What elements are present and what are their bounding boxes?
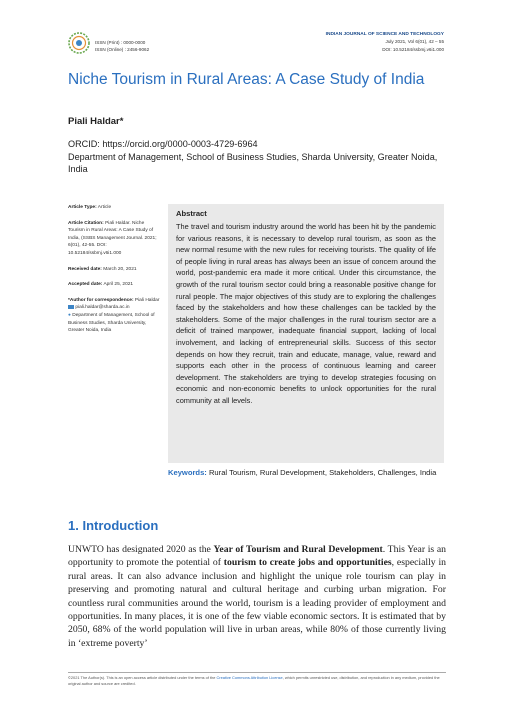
- accepted-date: Accepted date: April 25, 2021: [68, 282, 134, 288]
- license-footer: ©2021 The Author(s). This is an open access article distributed under the terms of the Creative Commons Attribution License, which permits unrestricted use, distribution, and reproduction in any medium, provided the original author and source are credited.: [68, 672, 446, 687]
- author-name: Piali Haldar*: [68, 116, 124, 127]
- license-link[interactable]: Creative Commons Attribution License: [216, 675, 283, 680]
- article-citation: Article Citation: Piali Haldar. Niche Tourism in Rural Areas: A Case Study of India, (SSBS Management Journal. 2021; 6(01), 42-55. DOI: 10.52184/ssbmj.v6i1.000: [68, 220, 157, 256]
- abstract-box: [168, 204, 444, 463]
- issn-print: ISSN (Print) : 0000-0000: [95, 40, 146, 45]
- journal-issue: July 2021, Vol 6(01), 42 – 55: [385, 39, 444, 45]
- issn-online: ISSN (Online) : 2456-9062: [95, 47, 150, 52]
- article-info-sidebar: [68, 204, 160, 343]
- journal-doi: DOI: 10.52184/ssbmj.v6i1.000: [382, 46, 444, 52]
- article-type: Article Type: Article: [68, 205, 112, 210]
- keywords-label: Keywords:: [168, 468, 207, 477]
- correspondence-email[interactable]: piali.haldar@sharda.ac.in: [75, 305, 130, 311]
- issn-block: [95, 39, 149, 53]
- received-date: Received date: March 20, 2021: [68, 266, 137, 272]
- paper-title: Niche Tourism in Rural Areas: A Case Study of India: [68, 71, 425, 88]
- correspondence: *Author for correspondence: Piali Haldar piali.haldar@sharda.ac.in ● Department of Management, School of Business Studies, Sharda University, Greater Noida, India: [68, 297, 160, 334]
- abstract-heading: Abstract: [176, 209, 207, 218]
- abstract-text: The travel and tourism industry around the world has been hit by the pandemic for various reasons, it is necessary to develop rural tourism, as soon as the new normal resume with the new rules for receiving tourists. The quality of life of people living in rural areas has always been an issue of concern around the world, post-pandemic era made it more critical. Under this circumstance, the growth of the rural tourism sector could bring a reasonable positive change for rural people. The major objectives of this study are to exploring the challenges faced by the stakeholders and how these challenges can be tackled by the stakeholders. Some of the major challenges in the rural tourism sector are a deficit of trained manpower, inadequate financial support, lacking of local involvement, and lacking of entrepreneurial skills. Success of this sector depends on how they recruit, train and educate, manage, value, reward and supports each other in the process of continuous learning and career development. The stakeholders are trying to develop strategies focusing on economic and non-economic benefits to unlock opportunities for the rural community at all levels.: [176, 222, 436, 405]
- email-icon: [68, 305, 74, 309]
- journal-meta: [326, 31, 444, 53]
- orcid-link[interactable]: ORCID: https://orcid.org/0000-0003-4729-6964: [68, 139, 258, 149]
- section-heading-introduction: 1. Introduction: [68, 518, 159, 533]
- keywords: [168, 467, 444, 478]
- affiliation: Department of Management, School of Business Studies, Sharda University, Greater Noida, India: [68, 152, 438, 174]
- journal-logo-icon: [68, 32, 90, 54]
- introduction-paragraph: UNWTO has designated 2020 as the Year of Tourism and Rural Development. This Year is an opportunity to promote the potential of tourism to create jobs and opportunities, especially in rural areas. It can also advance inclusion and highlight the unique role tourism can play in preserving and promoting natural and cultural heritage and curbing urban migration. For countless rural communities around the world, tourism is a leading provider of employment and opportunities. In many places, it is one of the few viable economic sectors. It is estimated that by 2050, 68% of the world population will live in urban areas, while 80% of those currently living in ‘extreme poverty’: [68, 544, 447, 649]
- location-pin-icon: ●: [68, 312, 71, 318]
- journal-name: INDIAN JOURNAL OF SCIENCE AND TECHNOLOGY: [325, 32, 444, 37]
- keywords-value: Rural Tourism, Rural Development, Stakeholders, Challenges, India: [208, 468, 437, 477]
